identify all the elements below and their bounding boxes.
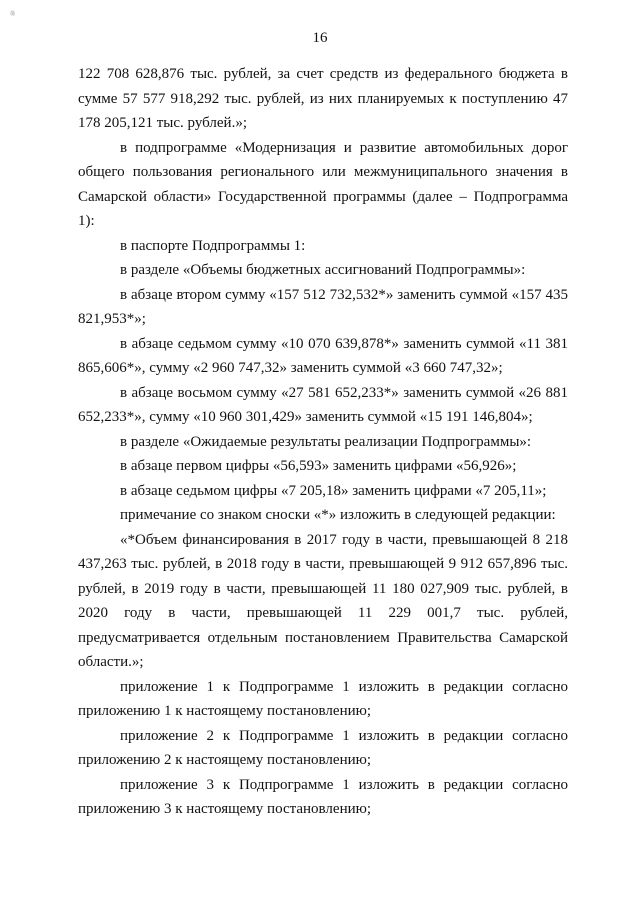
paragraph-subprogram-intro: в подпрограмме «Модернизация и развитие автомобильных дорог общего пользования регионального или межмуниципального значения в Самарской области» Государственной программы (далее – Подпрограмма 1): — [78, 139, 568, 229]
paragraph-continuation: 122 708 628,876 тыс. рублей, за счет средств из федерального бюджета в сумме 57 577 918,292 тыс. рублей, из них планируемых к поступлению 47 178 205,121 тыс. рублей.»; — [78, 66, 568, 131]
page-number: 16 — [312, 30, 328, 46]
paragraph-eighth-abzac: в абзаце восьмом сумму «27 581 652,233*» заменить суммой «26 881 652,233*», сумму «10 960 301,429» заменить суммой «15 191 146,804»; — [78, 384, 568, 425]
paragraph-first-abzac-figures: в абзаце первом цифры «56,593» заменить цифрами «56,926»; — [120, 458, 517, 474]
paragraph-footnote-text: «*Объем финансирования в 2017 году в части, превышающей 8 218 437,263 тыс. рублей, в 2018 году в части, превышающей 9 912 657,896 тыс. рублей, в 2019 году в части, превышающей 11 180 027,909 тыс. рублей, в 2020 году в части, превышающей 11 229 001,7 тыс. рублей, предусматривается отдельным постановлением Правительства Самарской области.»; — [78, 531, 568, 670]
paragraph-appendix-2: приложение 2 к Подпрограмме 1 изложить в редакции согласно приложению 2 к настоящему постановлению; — [78, 727, 568, 768]
paragraph-appendix-1: приложение 1 к Подпрограмме 1 изложить в редакции согласно приложению 1 к настоящему постановлению; — [78, 678, 568, 719]
paragraph-budget-section: в разделе «Объемы бюджетных ассигнований Подпрограммы»: — [120, 262, 526, 278]
paragraph-seventh-abzac: в абзаце седьмом сумму «10 070 639,878*» заменить суммой «11 381 865,606*», сумму «2 960 747,32» заменить суммой «3 660 747,32»; — [78, 335, 568, 376]
paragraph-results-section: в разделе «Ожидаемые результаты реализации Подпрограммы»: — [120, 433, 532, 450]
document-body — [78, 62, 568, 822]
paragraph-seventh-abzac-figures: в абзаце седьмом цифры «7 205,18» заменить цифрами «7 205,11»; — [120, 482, 547, 499]
paragraph-second-abzac: в абзаце втором сумму «157 512 732,532*» заменить суммой «157 435 821,953*»; — [78, 286, 568, 327]
paragraph-footnote-note: примечание со знаком сноски «*» изложить в следующей редакции: — [120, 507, 556, 523]
paragraph-passport: в паспорте Подпрограммы 1: — [120, 237, 306, 254]
corner-mark: ® — [10, 10, 16, 18]
paragraph-appendix-3: приложение 3 к Подпрограмме 1 изложить в редакции согласно приложению 3 к настоящему постановлению; — [78, 776, 568, 817]
